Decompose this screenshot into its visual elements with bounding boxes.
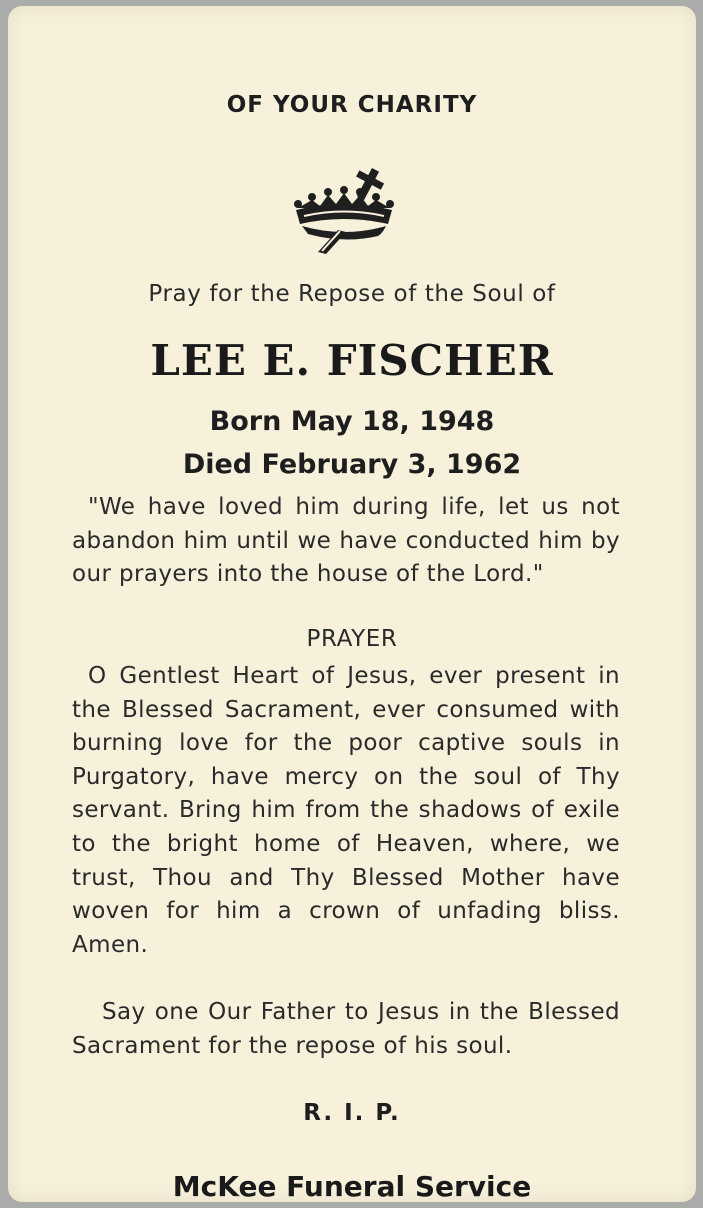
birth-date: Born May 18, 1948 — [209, 406, 495, 437]
prayer-text: O Gentlest Heart of Jesus, ever present in the Blessed Sacrament, ever consumed with burning love for the poor captive souls in Purgatory, have mercy on the soul of Thy servant. Bring him from the shadows of exile to the bright home of Heaven, where, we trust, Thou and Thy Blessed Mother have woven for him a crown of unfading bliss. Amen. — [72, 663, 620, 958]
death-date: Died February 3, 1962 — [182, 449, 522, 480]
rip-text: R. I. P. — [303, 1100, 401, 1126]
memorial-quote: "We have loved him during life, let us not abandon him until we have conducted him by our prayers into the house of the Lord." — [72, 494, 620, 588]
prayer-title: PRAYER — [306, 626, 398, 652]
memorial-card — [8, 6, 696, 1202]
card-heading: OF YOUR CHARITY — [226, 92, 478, 118]
crown-cross-icon — [282, 164, 406, 256]
deceased-name: LEE E. FISCHER — [150, 336, 554, 385]
funeral-home-name: McKee Funeral Service — [172, 1170, 532, 1202]
pray-line: Pray for the Repose of the Soul of — [148, 281, 556, 307]
instruction-text: Say one Our Father to Jesus in the Blessed Sacrament for the repose of his soul. — [72, 999, 620, 1059]
